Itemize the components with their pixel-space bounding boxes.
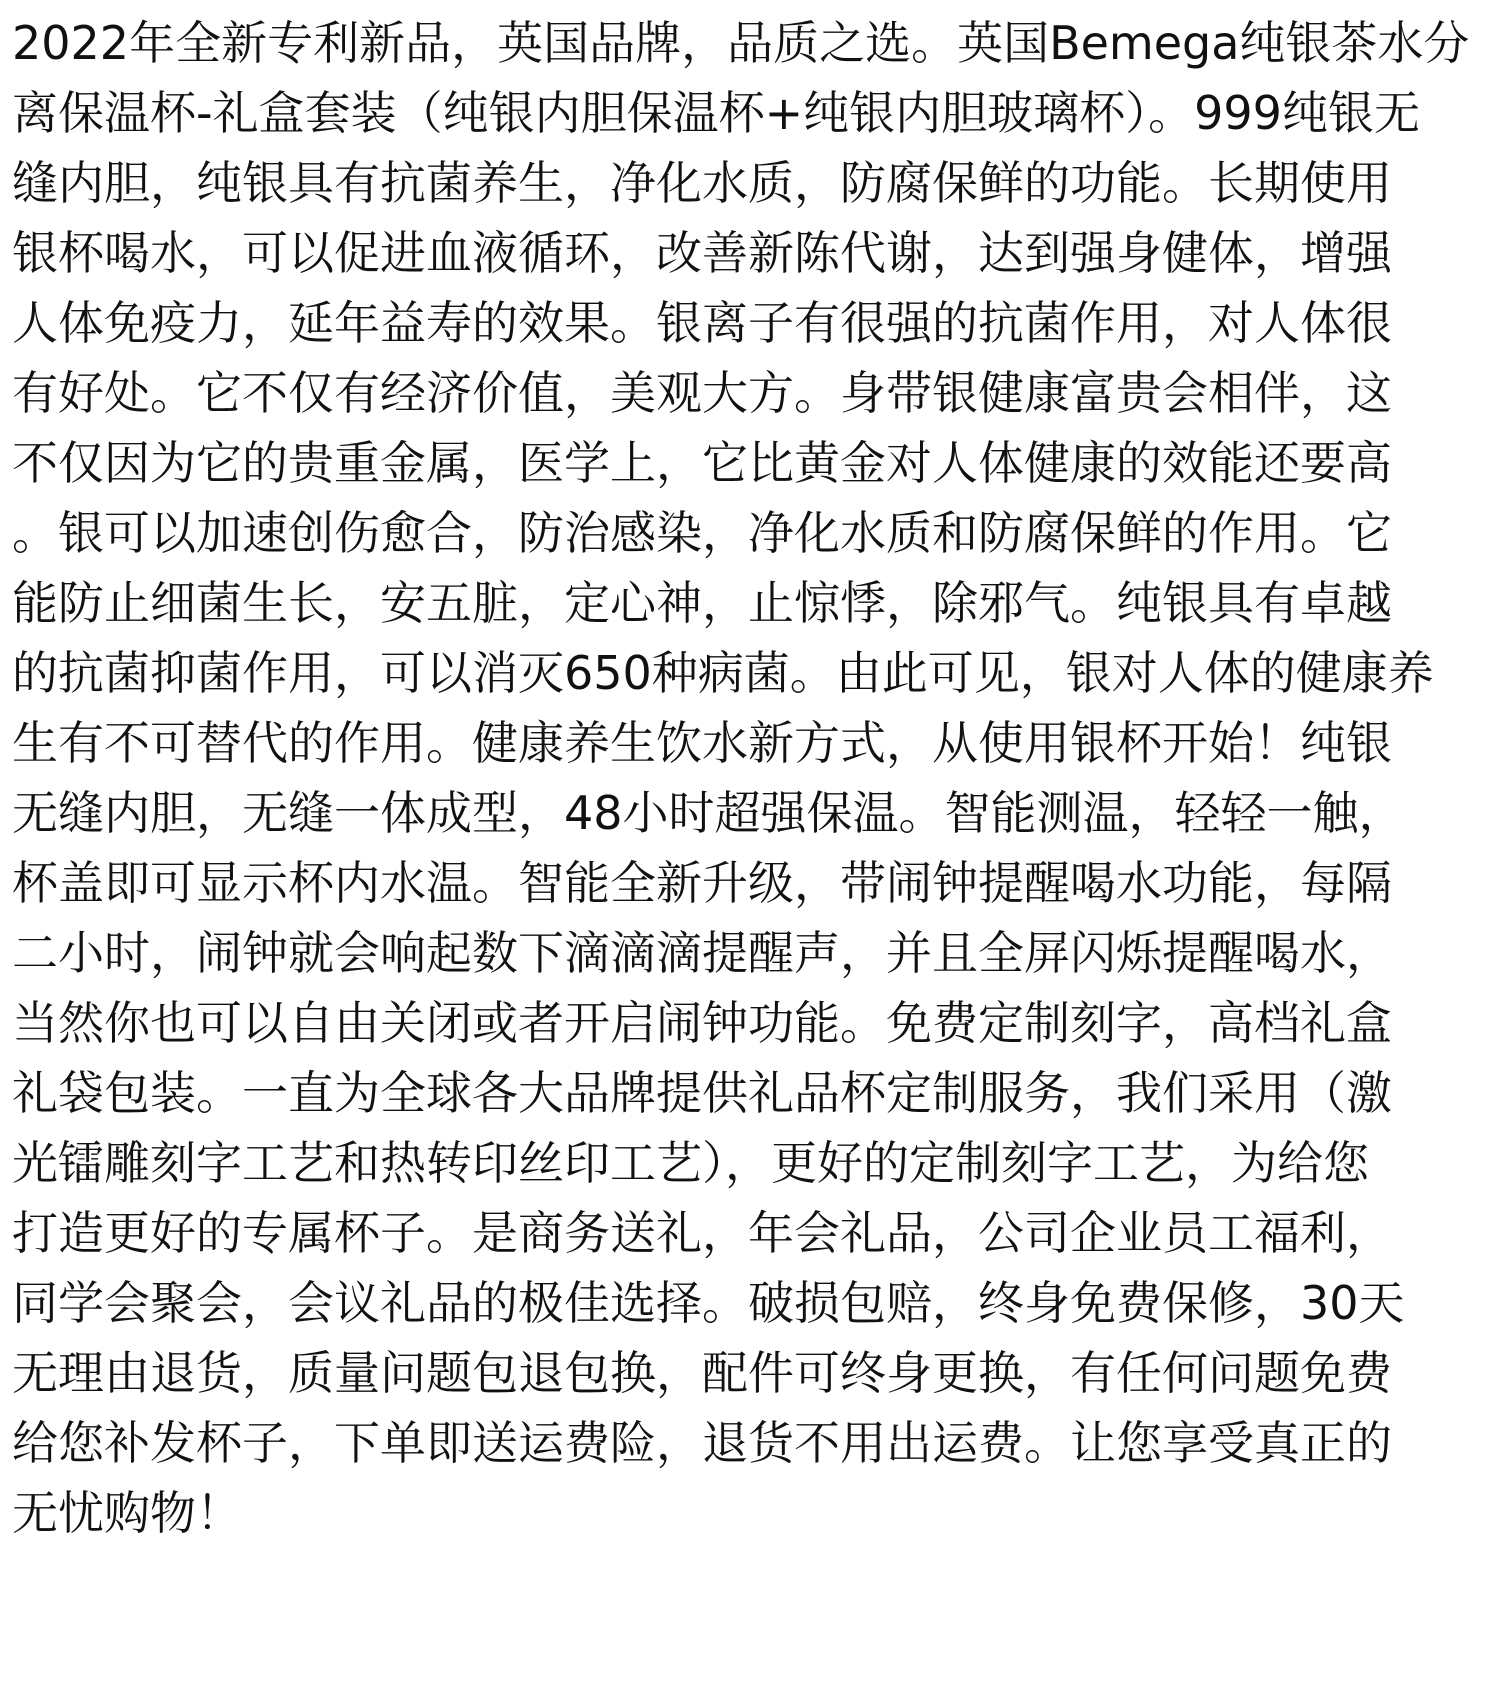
description-line: 离保温杯-礼盒套装（纯银内胆保温杯+纯银内胆玻璃杯）。999纯银无 bbox=[12, 86, 1420, 140]
description-line: 当然你也可以自由关闭或者开启闹钟功能。免费定制刻字，高档礼盒 bbox=[12, 996, 1392, 1050]
description-line: 能防止细菌生长，安五脏，定心神，止惊悸，除邪气。纯银具有卓越 bbox=[12, 576, 1392, 630]
description-line: 人体免疫力，延年益寿的效果。银离子有很强的抗菌作用，对人体很 bbox=[12, 296, 1392, 350]
product-description bbox=[12, 8, 1492, 1548]
description-line: 的抗菌抑菌作用，可以消灭650种病菌。由此可见，银对人体的健康养 bbox=[12, 646, 1434, 700]
description-line: 银杯喝水，可以促进血液循环，改善新陈代谢，达到强身健体，增强 bbox=[12, 226, 1392, 280]
description-line: 。银可以加速创伤愈合，防治感染，净化水质和防腐保鲜的作用。它 bbox=[12, 506, 1392, 560]
description-line: 不仅因为它的贵重金属，医学上，它比黄金对人体健康的效能还要高 bbox=[12, 436, 1392, 490]
description-line: 打造更好的专属杯子。是商务送礼，年会礼品，公司企业员工福利， bbox=[12, 1206, 1392, 1260]
description-line: 生有不可替代的作用。健康养生饮水新方式，从使用银杯开始！纯银 bbox=[12, 716, 1392, 770]
description-line: 二小时，闹钟就会响起数下滴滴滴提醒声，并且全屏闪烁提醒喝水， bbox=[12, 926, 1392, 980]
description-line: 同学会聚会，会议礼品的极佳选择。破损包赔，终身免费保修，30天 bbox=[12, 1276, 1405, 1330]
description-line: 杯盖即可显示杯内水温。智能全新升级，带闹钟提醒喝水功能，每隔 bbox=[12, 856, 1392, 910]
description-line: 礼袋包装。一直为全球各大品牌提供礼品杯定制服务，我们采用（激 bbox=[12, 1066, 1392, 1120]
description-line: 无理由退货，质量问题包退包换，配件可终身更换，有任何问题免费 bbox=[12, 1346, 1392, 1400]
description-line: 有好处。它不仅有经济价值，美观大方。身带银健康富贵会相伴，这 bbox=[12, 366, 1392, 420]
description-line: 无忧购物！ bbox=[12, 1486, 242, 1540]
description-line: 光镭雕刻字工艺和热转印丝印工艺），更好的定制刻字工艺，为给您 bbox=[12, 1136, 1369, 1190]
description-line: 2022年全新专利新品，英国品牌，品质之选。英国Bemega纯银茶水分 bbox=[12, 16, 1470, 70]
description-line: 缝内胆，纯银具有抗菌养生，净化水质，防腐保鲜的功能。长期使用 bbox=[12, 156, 1392, 210]
description-line: 给您补发杯子，下单即送运费险，退货不用出运费。让您享受真正的 bbox=[12, 1416, 1392, 1470]
description-line: 无缝内胆，无缝一体成型，48小时超强保温。智能测温，轻轻一触， bbox=[12, 786, 1405, 840]
